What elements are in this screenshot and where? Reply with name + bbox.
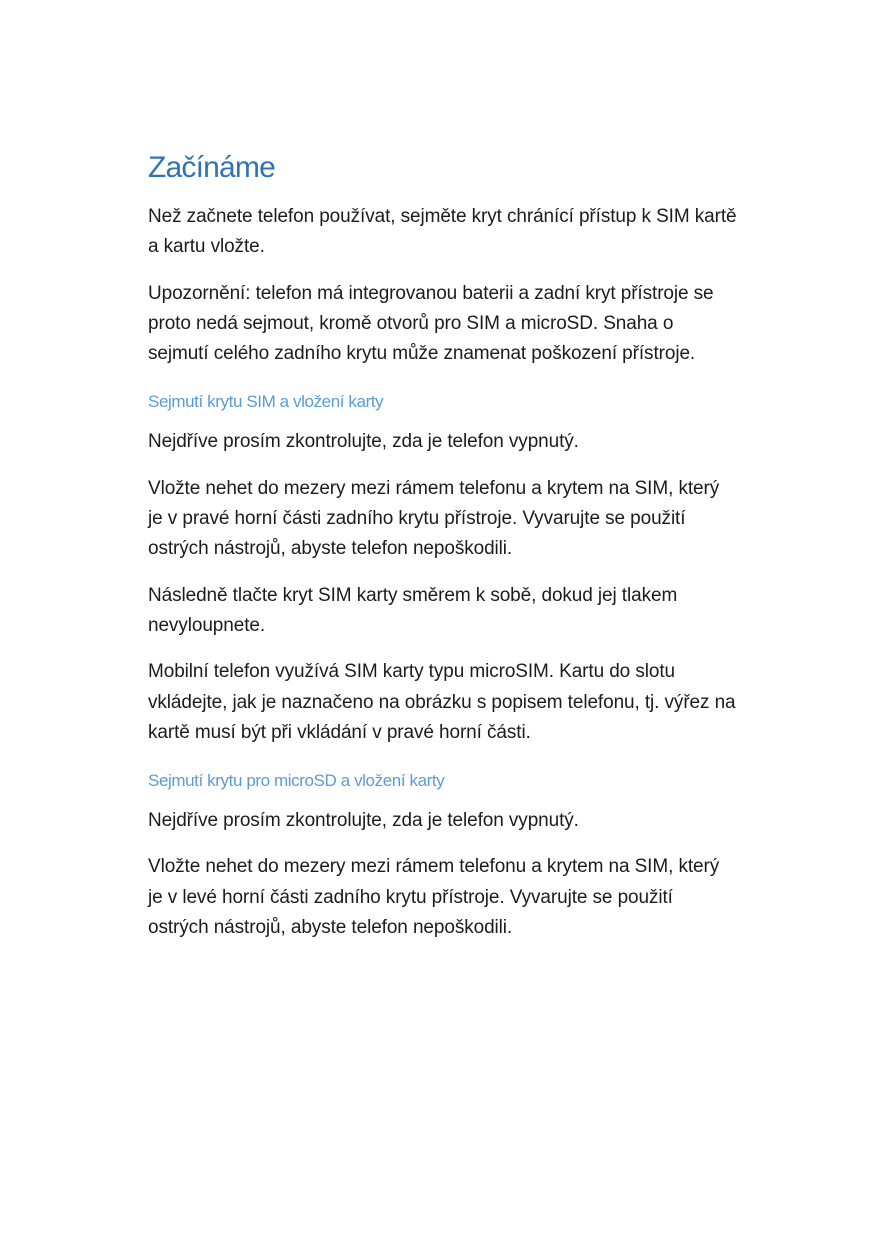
microsd-paragraph-2: Vložte nehet do mezery mezi rámem telefonu a krytem na SIM, který je v levé horní části zadního krytu přístroje. Vyvarujte se použití ostrých nástrojů, abyste telefon nepoškodili. <box>148 856 720 939</box>
sim-paragraph-1: Nejdříve prosím zkontrolujte, zda je telefon vypnutý. <box>148 431 579 453</box>
sim-paragraph-4: Mobilní telefon využívá SIM karty typu microSIM. Kartu do slotu vkládejte, jak je naznačeno na obrázku s popisem telefonu, tj. výřez na kartě musí být při vkládání v pravé horní části. <box>148 661 736 743</box>
sim-paragraph-2: Vložte nehet do mezery mezi rámem telefonu a krytem na SIM, který je v pravé horní části zadního krytu přístroje. Vyvarujte se použití ostrých nástrojů, abyste telefon nepoškodili. <box>148 477 720 560</box>
section-heading-sim: Sejmutí krytu SIM a vložení karty <box>148 392 384 412</box>
intro-paragraph-1: Než začnete telefon používat, sejměte kryt chránící přístup k SIM kartě a kartu vložte. <box>148 206 737 258</box>
page-title: Začínáme <box>148 151 275 184</box>
intro-warning-paragraph: Upozornění: telefon má integrovanou baterii a zadní kryt přístroje se proto nedá sejmout, kromě otvorů pro SIM a microSD. Snaha o sejmutí celého zadního krytu může znamenat poškození přístroje. <box>148 282 714 365</box>
section-heading-microsd: Sejmutí krytu pro microSD a vložení karty <box>148 771 445 791</box>
sim-paragraph-3: Následně tlačte kryt SIM karty směrem k sobě, dokud jej tlakem nevyloupnete. <box>148 584 678 636</box>
document-content <box>148 148 738 959</box>
microsd-paragraph-1: Nejdříve prosím zkontrolujte, zda je telefon vypnutý. <box>148 810 579 832</box>
